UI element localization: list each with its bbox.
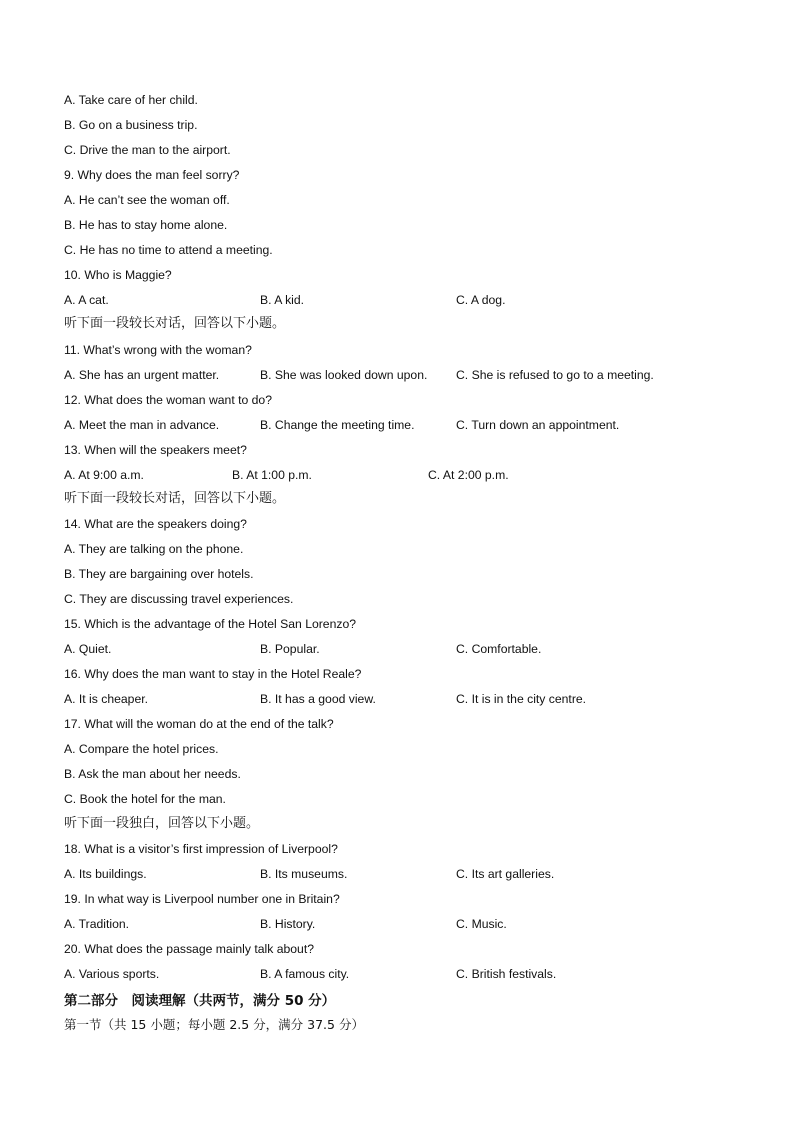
options-11 (64, 367, 764, 383)
option-11c: C. She is refused to go to a meeting. (456, 368, 654, 382)
option-12b: B. Change the meeting time. (260, 418, 415, 432)
option-8a: A. Take care of her child. (64, 93, 198, 107)
part2-section1-heading: 第一节（共 15 小题；每小题 2.5 分，满分 37.5 分） (64, 1017, 364, 1032)
option-12c: C. Turn down an appointment. (456, 418, 620, 432)
part2-title: 第二部分 阅读理解（共两节，满分 50 分） (64, 993, 336, 1009)
option-8b: B. Go on a business trip. (64, 118, 198, 132)
question-19: 19. In what way is Liverpool number one in Britain? (64, 892, 340, 906)
instruction-long-dialogue-2: 听下面一段较长对话，回答以下小题。 (64, 491, 286, 506)
option-13a: A. At 9:00 a.m. (64, 468, 144, 482)
option-13b: B. At 1:00 p.m. (232, 468, 312, 482)
question-15: 15. Which is the advantage of the Hotel San Lorenzo? (64, 617, 357, 631)
option-14b: B. They are bargaining over hotels. (64, 567, 254, 581)
question-18: 18. What is a visitor’s first impression of Liverpool? (64, 842, 338, 856)
question-13: 13. When will the speakers meet? (64, 443, 247, 457)
options-19 (64, 916, 764, 932)
options-18 (64, 866, 764, 882)
options-20 (64, 966, 764, 982)
option-20c: C. British festivals. (456, 967, 557, 981)
instruction-long-dialogue: 听下面一段较长对话，回答以下小题。 (64, 316, 286, 331)
option-17c: C. Book the hotel for the man. (64, 792, 226, 806)
option-10b: B. A kid. (260, 293, 305, 307)
option-19b: B. History. (260, 917, 316, 931)
option-15b: B. Popular. (260, 642, 320, 656)
option-20b: B. A famous city. (260, 967, 350, 981)
options-13 (64, 467, 764, 483)
question-14: 14. What are the speakers doing? (64, 517, 247, 531)
option-14a: A. They are talking on the phone. (64, 542, 244, 556)
instruction-monologue: 听下面一段独白，回答以下小题。 (64, 816, 260, 831)
options-10 (64, 292, 764, 308)
option-9a: A. He can’t see the woman off. (64, 193, 230, 207)
option-10a: A. A cat. (64, 293, 109, 307)
option-16c: C. It is in the city centre. (456, 692, 587, 706)
question-11: 11. What’s wrong with the woman? (64, 343, 252, 357)
question-10: 10. Who is Maggie? (64, 268, 172, 282)
option-8c: C. Drive the man to the airport. (64, 143, 231, 157)
option-16a: A. It is cheaper. (64, 692, 149, 706)
option-18a: A. Its buildings. (64, 867, 147, 881)
question-17: 17. What will the woman do at the end of the talk? (64, 717, 334, 731)
option-13c: C. At 2:00 p.m. (428, 468, 509, 482)
option-15a: A. Quiet. (64, 642, 112, 656)
option-14c: C. They are discussing travel experiences. (64, 592, 294, 606)
question-20: 20. What does the passage mainly talk about? (64, 942, 314, 956)
question-9: 9. Why does the man feel sorry? (64, 168, 240, 182)
option-19c: C. Music. (456, 917, 507, 931)
option-15c: C. Comfortable. (456, 642, 542, 656)
options-15 (64, 641, 764, 657)
question-12: 12. What does the woman want to do? (64, 393, 272, 407)
question-16: 16. Why does the man want to stay in the Hotel Reale? (64, 667, 362, 681)
option-18b: B. Its museums. (260, 867, 348, 881)
option-11b: B. She was looked down upon. (260, 368, 428, 382)
option-17b: B. Ask the man about her needs. (64, 767, 241, 781)
option-18c: C. Its art galleries. (456, 867, 555, 881)
option-9b: B. He has to stay home alone. (64, 218, 228, 232)
option-17a: A. Compare the hotel prices. (64, 742, 219, 756)
option-16b: B. It has a good view. (260, 692, 376, 706)
options-12 (64, 417, 764, 433)
option-20a: A. Various sports. (64, 967, 160, 981)
option-9c: C. He has no time to attend a meeting. (64, 243, 273, 257)
option-10c: C. A dog. (456, 293, 506, 307)
option-19a: A. Tradition. (64, 917, 130, 931)
option-11a: A. She has an urgent matter. (64, 368, 220, 382)
option-12a: A. Meet the man in advance. (64, 418, 220, 432)
options-16 (64, 691, 764, 707)
